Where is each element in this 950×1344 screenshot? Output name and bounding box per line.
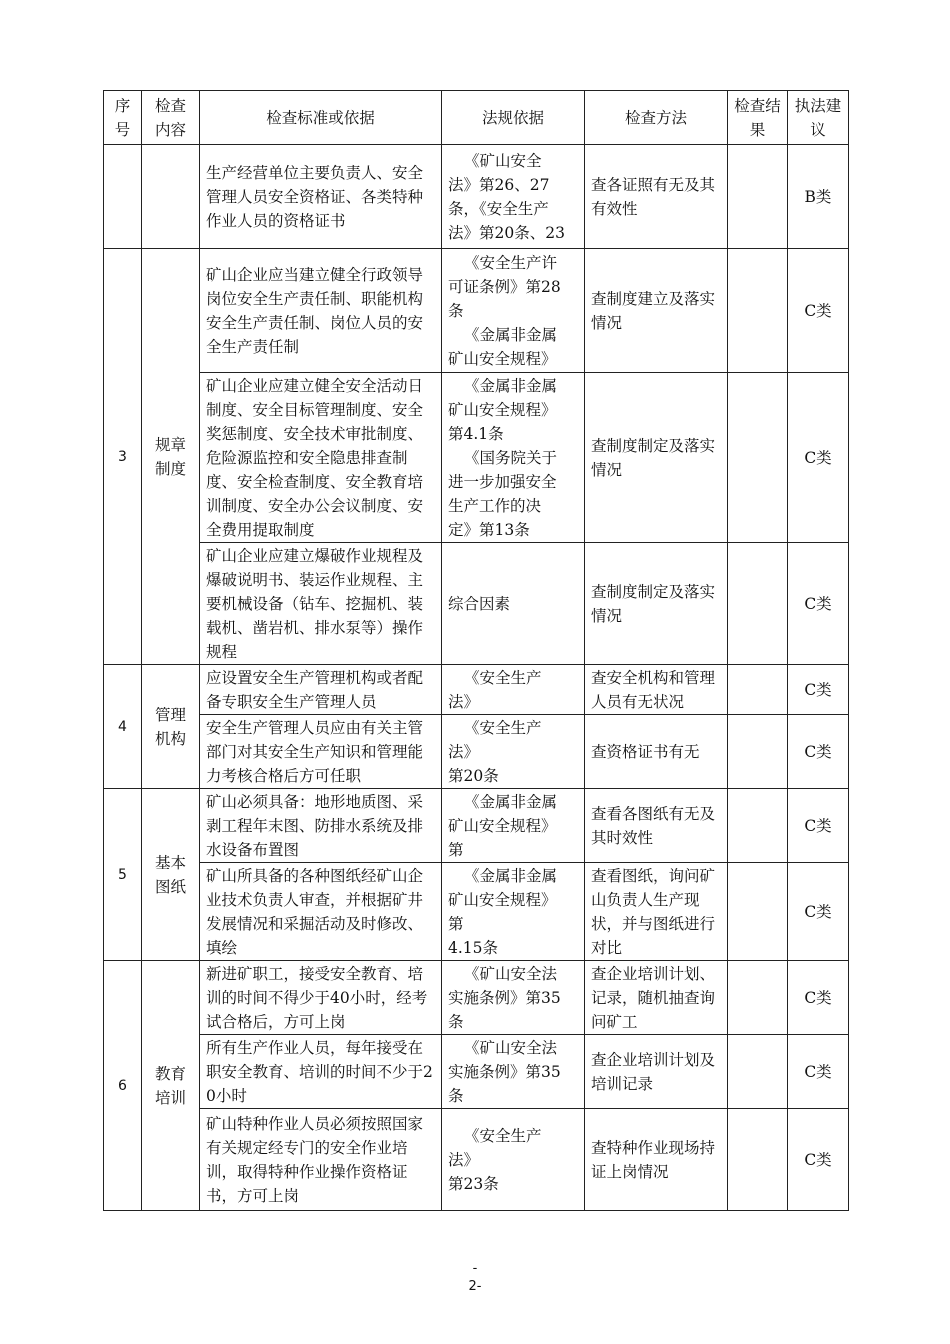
row-standard: 新进矿职工，接受安全教育、培训的时间不得少于40小时，经考试合格后，方可上岗 bbox=[200, 961, 442, 1035]
table-header-row bbox=[104, 91, 849, 145]
row-standard: 矿山企业应建立爆破作业规程及爆破说明书、装运作业规程、主要机械设备（钻车、挖掘机、装载机、凿岩机、排水泵等）操作规程 bbox=[200, 543, 442, 665]
row-method: 查资格证书有无 bbox=[585, 715, 728, 789]
law-line: 《安全生产 bbox=[464, 718, 542, 737]
inspection-table bbox=[103, 90, 849, 1211]
law-line: 矿山安全规程》 bbox=[448, 816, 557, 835]
row-method: 查安全机构和管理人员有无状况 bbox=[585, 665, 728, 715]
row-no: 6 bbox=[104, 961, 142, 1211]
law-line: 可证条例》第28 bbox=[448, 277, 561, 296]
law-line: 《矿山安全法 bbox=[464, 964, 558, 983]
row-standard: 矿山所具备的各种图纸经矿山企业技术负责人审查，并根据矿井发展情况和采掘活动及时修改、填绘 bbox=[200, 863, 442, 961]
row-result bbox=[728, 863, 788, 961]
law-line: 《矿山安全 bbox=[464, 151, 542, 170]
row-standard: 矿山企业应当建立健全行政领导岗位安全生产责任制、职能机构安全生产责任制、岗位人员的安全生产责任制 bbox=[200, 249, 442, 373]
row-law bbox=[442, 789, 585, 863]
law-line: 第 bbox=[448, 914, 464, 933]
header-method: 检查方法 bbox=[585, 91, 728, 145]
law-line: 法》第20条、23 bbox=[448, 223, 565, 242]
row-standard: 矿山特种作业人员必须按照国家有关规定经专门的安全作业培训，取得特种作业操作资格证书，方可上岗 bbox=[200, 1109, 442, 1211]
table-row bbox=[104, 145, 849, 249]
law-line: 第23条 bbox=[448, 1174, 499, 1193]
row-method: 查制度制定及落实情况 bbox=[585, 373, 728, 543]
law-line: 《金属非金属 bbox=[464, 376, 558, 395]
law-line: 法》 bbox=[448, 742, 480, 761]
row-method: 查各证照有无及其有效性 bbox=[585, 145, 728, 249]
row-no bbox=[104, 145, 142, 249]
law-line: 《金属非金属 bbox=[464, 866, 558, 885]
law-line: 实施条例》第35 bbox=[448, 988, 561, 1007]
row-method: 查企业培训计划及培训记录 bbox=[585, 1035, 728, 1109]
row-law bbox=[442, 715, 585, 789]
table-row bbox=[104, 249, 849, 373]
row-item: 规章制度 bbox=[142, 249, 200, 665]
row-method: 查制度制定及落实情况 bbox=[585, 543, 728, 665]
row-suggestion: C类 bbox=[788, 1109, 849, 1211]
table-row bbox=[104, 715, 849, 789]
row-standard: 矿山企业应建立健全安全活动日制度、安全目标管理制度、安全奖惩制度、安全技术审批制度、危险源监控和安全隐患排查制度、安全检查制度、安全教育培训制度、安全办公会议制度、安全费用提取制度 bbox=[200, 373, 442, 543]
law-line: 综合因素 bbox=[448, 594, 511, 613]
row-suggestion: C类 bbox=[788, 1035, 849, 1109]
row-item bbox=[142, 145, 200, 249]
law-line: 实施条例》第35 bbox=[448, 1062, 561, 1081]
table-row bbox=[104, 1035, 849, 1109]
law-line: 进一步加强安全 bbox=[448, 472, 557, 491]
row-standard: 安全生产管理人员应由有关主管部门对其安全生产知识和管理能力考核合格后方可任职 bbox=[200, 715, 442, 789]
law-line: 生产工作的决 bbox=[448, 496, 542, 515]
law-line: 《国务院关于 bbox=[464, 448, 558, 467]
row-suggestion: C类 bbox=[788, 373, 849, 543]
row-result bbox=[728, 665, 788, 715]
row-law bbox=[442, 665, 585, 715]
table-row bbox=[104, 373, 849, 543]
row-result bbox=[728, 249, 788, 373]
row-law bbox=[442, 249, 585, 373]
row-result bbox=[728, 715, 788, 789]
row-law bbox=[442, 145, 585, 249]
law-line: 第 bbox=[448, 840, 464, 859]
law-line: 《安全生产 bbox=[464, 1126, 542, 1145]
row-law bbox=[442, 1109, 585, 1211]
law-line: 法》 bbox=[448, 692, 480, 711]
row-result bbox=[728, 373, 788, 543]
header-law: 法规依据 bbox=[442, 91, 585, 145]
row-result bbox=[728, 543, 788, 665]
header-standard: 检查标准或依据 bbox=[200, 91, 442, 145]
law-line: 定》第13条 bbox=[448, 520, 530, 539]
law-line: 条 bbox=[448, 301, 464, 320]
row-result bbox=[728, 789, 788, 863]
header-suggestion: 执法建议 bbox=[788, 91, 849, 145]
table-row bbox=[104, 543, 849, 665]
row-suggestion: C类 bbox=[788, 715, 849, 789]
law-line: 《安全生产 bbox=[464, 668, 542, 687]
page-number: 2- bbox=[468, 1279, 482, 1294]
law-line: 条 bbox=[448, 1086, 464, 1105]
table-row bbox=[104, 863, 849, 961]
table-row bbox=[104, 789, 849, 863]
law-line: 法》第26、27 bbox=[448, 175, 550, 194]
row-standard: 应设置安全生产管理机构或者配备专职安全生产管理人员 bbox=[200, 665, 442, 715]
law-line: 法》 bbox=[448, 1150, 480, 1169]
row-suggestion: B类 bbox=[788, 145, 849, 249]
law-line: 《安全生产许 bbox=[464, 253, 558, 272]
law-line: 《金属非金属 bbox=[464, 792, 558, 811]
row-law bbox=[442, 863, 585, 961]
row-no: 5 bbox=[104, 789, 142, 961]
header-no: 序号 bbox=[104, 91, 142, 145]
row-suggestion: C类 bbox=[788, 249, 849, 373]
row-suggestion: C类 bbox=[788, 789, 849, 863]
header-item: 检查内容 bbox=[142, 91, 200, 145]
table-row bbox=[104, 961, 849, 1035]
row-law bbox=[442, 961, 585, 1035]
page-number-dash: - bbox=[472, 1261, 478, 1276]
row-method: 查制度建立及落实情况 bbox=[585, 249, 728, 373]
law-line: 《矿山安全法 bbox=[464, 1038, 558, 1057]
row-item: 教育培训 bbox=[142, 961, 200, 1211]
row-standard: 所有生产作业人员，每年接受在职安全教育、培训的时间不少于20小时 bbox=[200, 1035, 442, 1109]
law-line: 第20条 bbox=[448, 766, 499, 785]
row-suggestion: C类 bbox=[788, 543, 849, 665]
row-result bbox=[728, 1035, 788, 1109]
law-line: 矿山安全规程》 bbox=[448, 400, 557, 419]
row-law bbox=[442, 543, 585, 665]
law-line: 条 bbox=[448, 1012, 464, 1031]
header-result: 检查结果 bbox=[728, 91, 788, 145]
law-line: 矿山安全规程》 bbox=[448, 349, 557, 368]
row-result bbox=[728, 1109, 788, 1211]
row-standard: 矿山必须具备：地形地质图、采剥工程年末图、防排水系统及排水设备布置图 bbox=[200, 789, 442, 863]
row-item: 管理机构 bbox=[142, 665, 200, 789]
row-law bbox=[442, 1035, 585, 1109]
row-result bbox=[728, 961, 788, 1035]
table-row bbox=[104, 1109, 849, 1211]
table-row bbox=[104, 665, 849, 715]
row-suggestion: C类 bbox=[788, 961, 849, 1035]
row-no: 3 bbox=[104, 249, 142, 665]
row-law bbox=[442, 373, 585, 543]
row-method: 查看图纸，询问矿山负责人生产现状，并与图纸进行对比 bbox=[585, 863, 728, 961]
row-method: 查企业培训计划、记录，随机抽查询问矿工 bbox=[585, 961, 728, 1035]
row-suggestion: C类 bbox=[788, 665, 849, 715]
row-method: 查看各图纸有无及其时效性 bbox=[585, 789, 728, 863]
row-suggestion: C类 bbox=[788, 863, 849, 961]
law-line: 矿山安全规程》 bbox=[448, 890, 557, 909]
row-standard: 生产经营单位主要负责人、安全管理人员安全资格证、各类特种作业人员的资格证书 bbox=[200, 145, 442, 249]
row-result bbox=[728, 145, 788, 249]
law-line: 4.15条 bbox=[448, 938, 499, 957]
row-item: 基本图纸 bbox=[142, 789, 200, 961]
law-line: 第4.1条 bbox=[448, 424, 504, 443]
row-method: 查特种作业现场持证上岗情况 bbox=[585, 1109, 728, 1211]
row-no: 4 bbox=[104, 665, 142, 789]
law-line: 《金属非金属 bbox=[464, 325, 558, 344]
law-line: 条，《安全生产 bbox=[448, 199, 549, 218]
